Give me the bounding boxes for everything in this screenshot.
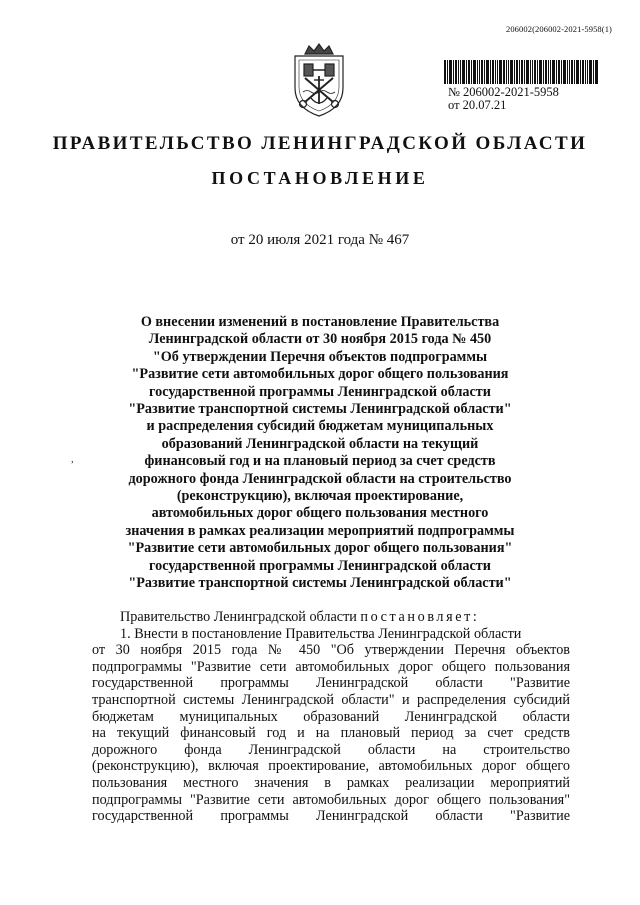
body-line: 1. Внести в постановление Правительства Ленинградской области bbox=[120, 625, 522, 642]
body-line: подпрограммы "Развитие сети автомобильных дорог общего пользования" bbox=[92, 791, 570, 808]
title-line: автомобильных дорог общего пользования местного bbox=[151, 505, 489, 522]
document-reference-id: 206002(206002-2021-5958(1) bbox=[505, 24, 612, 34]
coat-of-arms-emblem bbox=[283, 40, 355, 118]
body-line: транспортной системы Ленинградской области" и распределения субсидий bbox=[92, 691, 570, 708]
title-line: "Развитие транспортной системы Ленинградской области" bbox=[128, 401, 512, 418]
document-type-heading: ПОСТАНОВЛЕНИЕ bbox=[211, 168, 429, 188]
title-line: финансовый год и на плановый период за счет средств bbox=[144, 453, 496, 470]
body-line: государственной программы Ленинградской области "Развитие bbox=[92, 675, 570, 692]
title-line: "Развитие сети автомобильных дорог общего пользования bbox=[131, 366, 509, 383]
registration-stamp bbox=[448, 86, 559, 112]
title-line: "Развитие транспортной системы Ленинградской области" bbox=[128, 575, 512, 592]
title-line: дорожного фонда Ленинградской области на строительство bbox=[128, 470, 512, 487]
registration-date: от 20.07.21 bbox=[448, 98, 507, 112]
title-line: образований Ленинградской области на текущий bbox=[161, 435, 479, 452]
issuer-heading: ПРАВИТЕЛЬСТВО ЛЕНИНГРАДСКОЙ ОБЛАСТИ bbox=[52, 133, 588, 154]
intro-subject: Правительство Ленинградской области bbox=[120, 609, 357, 625]
title-line: и распределения субсидий бюджетам муниципальных bbox=[146, 418, 494, 435]
body-line: пользования местного значения в рамках реализации мероприятий bbox=[92, 774, 570, 791]
body-line: бюджетам муниципальных образований Ленинградской области bbox=[92, 708, 570, 725]
body-line: дорожного фонда Ленинградской области на строительство bbox=[92, 741, 570, 758]
title-line: значения в рамках реализации мероприятий подпрограммы bbox=[125, 522, 515, 539]
margin-mark: , bbox=[71, 453, 74, 465]
barcode-image bbox=[444, 60, 598, 84]
registration-number: № 206002-2021-5958 bbox=[448, 85, 559, 99]
body-line: подпрограммы "Развитие сети автомобильных дорог общего пользования bbox=[92, 658, 570, 675]
intro-paragraph bbox=[92, 609, 570, 626]
title-line: (реконструкцию), включая проектирование, bbox=[176, 488, 464, 505]
document-title bbox=[70, 314, 570, 593]
document-body bbox=[92, 609, 570, 825]
title-line: государственной программы Ленинградской области bbox=[149, 557, 491, 574]
body-line: на текущий финансовый год и на плановый период за счет средств bbox=[92, 725, 570, 742]
body-line: (реконструкцию), включая проектирование, автомобильных дорог общего bbox=[92, 758, 570, 775]
title-line: "Об утверждении Перечня объектов подпрограммы bbox=[152, 348, 488, 365]
body-line: государственной программы Ленинградской области "Развитие bbox=[92, 808, 570, 825]
title-line: О внесении изменений в постановление Правительства bbox=[140, 314, 500, 330]
title-line: "Развитие сети автомобильных дорог общего пользования" bbox=[127, 540, 513, 557]
intro-verb: постановляет: bbox=[360, 609, 480, 625]
title-line: Ленинградской области от 30 ноября 2015 года № 450 bbox=[148, 331, 492, 348]
title-line: государственной программы Ленинградской области bbox=[149, 383, 491, 400]
body-line: от 30 ноября 2015 года № 450 "Об утверждении Перечня объектов bbox=[92, 642, 570, 659]
document-date-number: от 20 июля 2021 года № 467 bbox=[230, 232, 410, 248]
